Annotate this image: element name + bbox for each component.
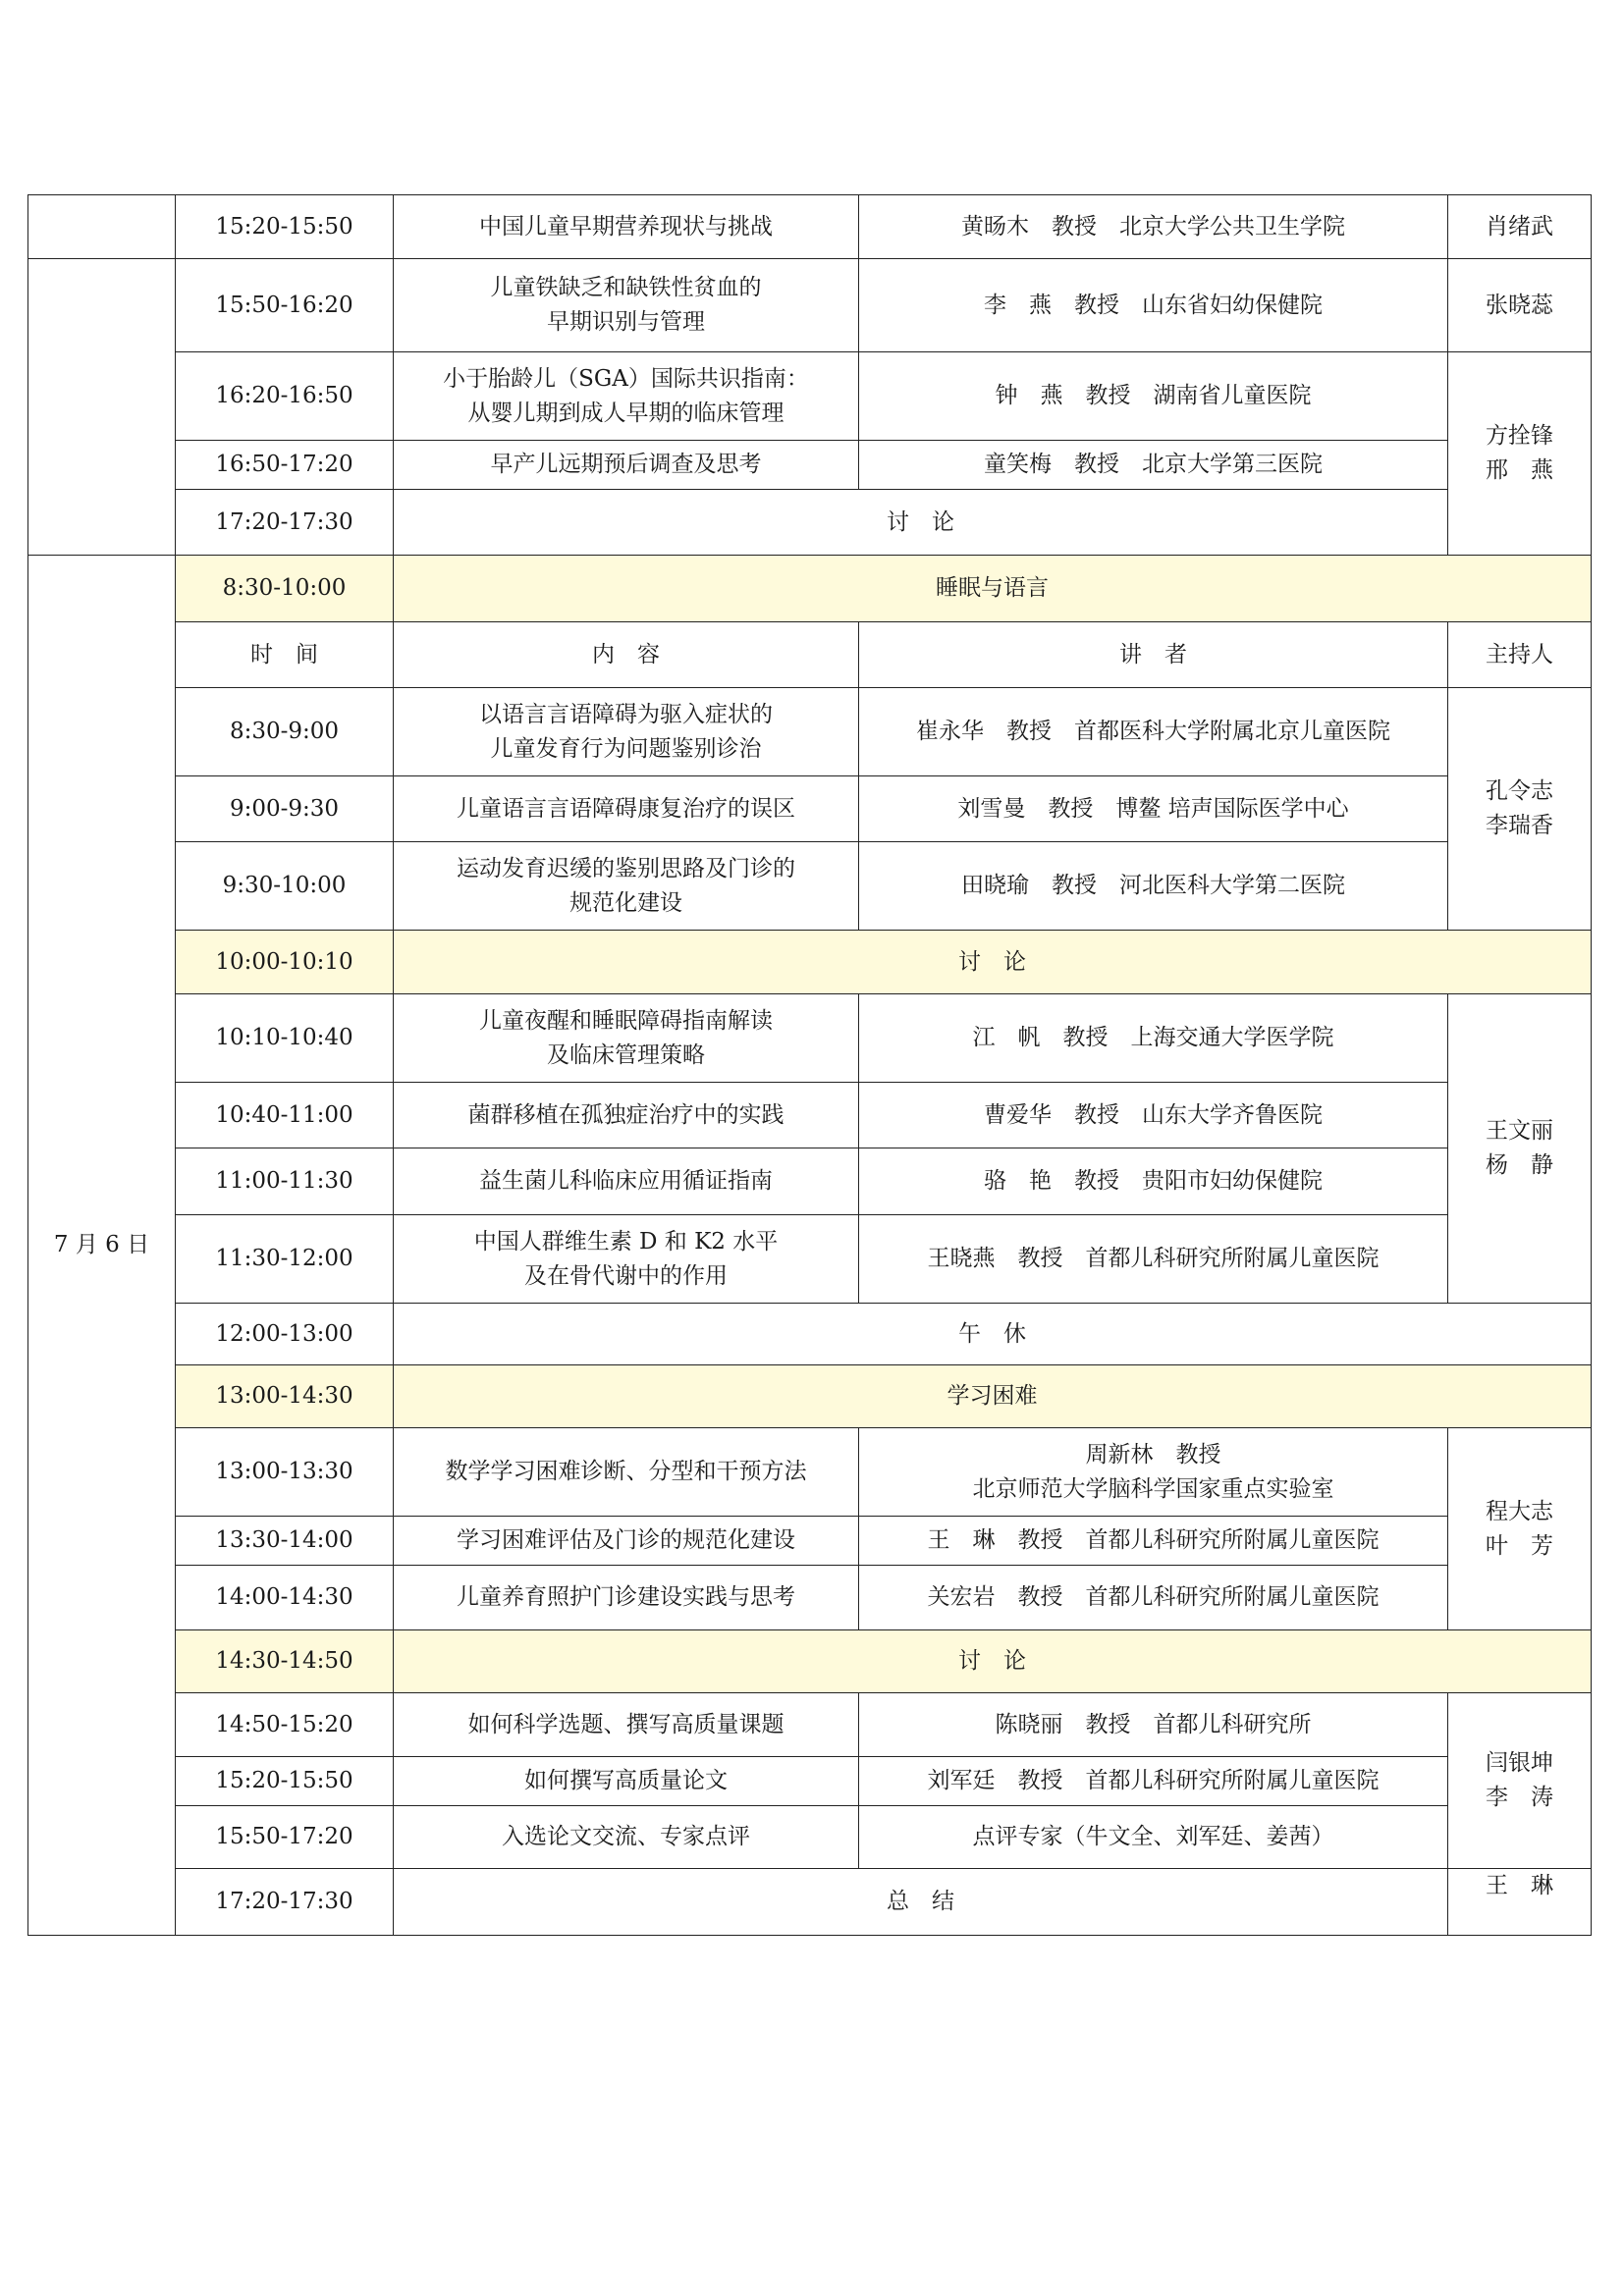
table-row — [28, 259, 1592, 352]
speaker-cell: 田晓瑜 教授 河北医科大学第二医院 — [859, 842, 1448, 931]
content-cell: 菌群移植在孤独症治疗中的实践 — [394, 1083, 859, 1148]
content-line-1: 儿童夜醒和睡眠障碍指南解读 — [479, 1007, 773, 1034]
content-cell: 学习困难评估及门诊的规范化建设 — [394, 1517, 859, 1566]
speaker-cell — [859, 1428, 1448, 1517]
session-label: 讨 论 — [394, 1630, 1592, 1693]
speaker-line-1: 周新林 教授 — [1085, 1441, 1221, 1468]
content-cell: 儿童语言言语障碍康复治疗的误区 — [394, 776, 859, 842]
session-label: 讨 论 — [394, 490, 1448, 556]
host-line-2: 李 涛 — [1486, 1785, 1553, 1810]
content-line-1: 儿童铁缺乏和缺铁性贫血的 — [490, 275, 762, 300]
host-cell: 张晓蕊 — [1448, 259, 1592, 352]
header-time: 时 间 — [176, 622, 394, 688]
content-cell: 儿童养育照护门诊建设实践与思考 — [394, 1566, 859, 1630]
host-line-1: 程大志 — [1486, 1498, 1553, 1524]
content-cell — [394, 842, 859, 931]
table-row — [28, 842, 1592, 931]
content-cell: 如何撰写高质量论文 — [394, 1757, 859, 1806]
date-cell-prev-day — [28, 259, 176, 556]
content-line-1: 以语言言语障碍为驱入症状的 — [479, 701, 773, 727]
host-line-2: 叶 芳 — [1486, 1532, 1553, 1559]
content-line-1: 运动发育迟缓的鉴别思路及门诊的 — [457, 855, 795, 881]
time-cell: 13:00-14:30 — [176, 1365, 394, 1428]
speaker-cell: 关宏岩 教授 首都儿科研究所附属儿童医院 — [859, 1566, 1448, 1630]
host-cell — [1448, 688, 1592, 931]
table-row — [28, 195, 1592, 259]
time-cell: 16:50-17:20 — [176, 441, 394, 490]
host-line-1: 方拴锋 — [1486, 423, 1553, 449]
table-row — [28, 1148, 1592, 1215]
content-cell: 中国儿童早期营养现状与挑战 — [394, 195, 859, 259]
host-cell — [1448, 1693, 1592, 1869]
time-cell: 17:20-17:30 — [176, 490, 394, 556]
host-cell: 肖绪武 — [1448, 195, 1592, 259]
time-cell: 17:20-17:30 — [176, 1869, 394, 1936]
time-cell: 9:00-9:30 — [176, 776, 394, 842]
header-row — [28, 622, 1592, 688]
content-cell: 入选论文交流、专家点评 — [394, 1806, 859, 1869]
speaker-cell: 黄旸木 教授 北京大学公共卫生学院 — [859, 195, 1448, 259]
host-line-1: 王文丽 — [1486, 1118, 1553, 1144]
table-row — [28, 994, 1592, 1083]
table-row — [28, 1693, 1592, 1757]
speaker-cell: 点评专家（牛文全、刘军廷、姜茜） — [859, 1806, 1448, 1869]
session-header-row — [28, 556, 1592, 622]
time-cell: 11:30-12:00 — [176, 1215, 394, 1304]
speaker-cell: 童笑梅 教授 北京大学第三医院 — [859, 441, 1448, 490]
host-cell — [1448, 994, 1592, 1304]
time-cell: 14:50-15:20 — [176, 1693, 394, 1757]
table-row — [28, 1806, 1592, 1869]
content-cell — [394, 1215, 859, 1304]
speaker-line-2: 北京师范大学脑科学国家重点实验室 — [972, 1475, 1334, 1502]
speaker-cell: 钟 燕 教授 湖南省儿童医院 — [859, 352, 1448, 441]
time-cell: 10:00-10:10 — [176, 931, 394, 994]
content-cell: 早产儿远期预后调查及思考 — [394, 441, 859, 490]
session-header-row — [28, 931, 1592, 994]
session-title: 睡眠与语言 — [394, 556, 1592, 622]
table-row — [28, 1517, 1592, 1566]
time-cell: 12:00-13:00 — [176, 1304, 394, 1365]
content-cell — [394, 352, 859, 441]
content-cell — [394, 994, 859, 1083]
content-line-2: 及临床管理策略 — [547, 1041, 705, 1068]
content-cell: 益生菌儿科临床应用循证指南 — [394, 1148, 859, 1215]
content-cell: 数学学习困难诊断、分型和干预方法 — [394, 1428, 859, 1517]
content-cell — [394, 259, 859, 352]
table-row — [28, 1304, 1592, 1365]
speaker-cell: 江 帆 教授 上海交通大学医学院 — [859, 994, 1448, 1083]
time-cell: 8:30-10:00 — [176, 556, 394, 622]
time-cell: 15:20-15:50 — [176, 1757, 394, 1806]
content-line-2: 及在骨代谢中的作用 — [524, 1262, 728, 1289]
host-cell — [1448, 1428, 1592, 1630]
speaker-cell: 崔永华 教授 首都医科大学附属北京儿童医院 — [859, 688, 1448, 776]
host-line-2: 邢 燕 — [1486, 457, 1553, 483]
time-cell: 9:30-10:00 — [176, 842, 394, 931]
time-cell: 10:40-11:00 — [176, 1083, 394, 1148]
time-cell: 16:20-16:50 — [176, 352, 394, 441]
table-row — [28, 688, 1592, 776]
content-line-2: 从婴儿期到成人早期的临床管理 — [467, 400, 785, 426]
content-line-1: 中国人群维生素 D 和 K2 水平 — [473, 1228, 779, 1255]
table-row — [28, 1083, 1592, 1148]
header-host: 主持人 — [1448, 622, 1592, 688]
time-cell: 10:10-10:40 — [176, 994, 394, 1083]
content-line-2: 规范化建设 — [569, 889, 682, 916]
host-cell: 王 琳 — [1448, 1869, 1592, 1936]
header-content: 内 容 — [394, 622, 859, 688]
table-row — [28, 1428, 1592, 1517]
header-speaker: 讲 者 — [859, 622, 1448, 688]
speaker-cell: 刘军廷 教授 首都儿科研究所附属儿童医院 — [859, 1757, 1448, 1806]
table-row — [28, 1757, 1592, 1806]
table-row — [28, 776, 1592, 842]
time-cell: 13:00-13:30 — [176, 1428, 394, 1517]
session-label: 午 休 — [394, 1304, 1592, 1365]
session-header-row — [28, 1365, 1592, 1428]
speaker-cell: 王 琳 教授 首都儿科研究所附属儿童医院 — [859, 1517, 1448, 1566]
time-cell: 14:30-14:50 — [176, 1630, 394, 1693]
speaker-cell: 刘雪曼 教授 博鳌 培声国际医学中心 — [859, 776, 1448, 842]
table-row — [28, 441, 1592, 490]
table-row — [28, 490, 1592, 556]
session-header-row — [28, 1630, 1592, 1693]
time-cell: 15:50-17:20 — [176, 1806, 394, 1869]
host-cell — [1448, 352, 1592, 556]
schedule-table — [27, 194, 1592, 1936]
table-row — [28, 1566, 1592, 1630]
table-row — [28, 1869, 1592, 1936]
host-line-1: 闫银坤 — [1486, 1750, 1553, 1776]
session-label: 总 结 — [394, 1869, 1448, 1936]
speaker-cell: 王晓燕 教授 首都儿科研究所附属儿童医院 — [859, 1215, 1448, 1304]
time-cell: 8:30-9:00 — [176, 688, 394, 776]
host-line-2: 李瑞香 — [1486, 813, 1553, 838]
content-cell: 如何科学选题、撰写高质量课题 — [394, 1693, 859, 1757]
content-line-2: 儿童发育行为问题鉴别诊治 — [490, 735, 762, 762]
table-row — [28, 1215, 1592, 1304]
speaker-cell: 陈晓丽 教授 首都儿科研究所 — [859, 1693, 1448, 1757]
time-cell: 15:20-15:50 — [176, 195, 394, 259]
speaker-cell: 李 燕 教授 山东省妇幼保健院 — [859, 259, 1448, 352]
time-cell: 14:00-14:30 — [176, 1566, 394, 1630]
speaker-cell: 曹爱华 教授 山东大学齐鲁医院 — [859, 1083, 1448, 1148]
host-line-1: 孔令志 — [1486, 778, 1553, 804]
speaker-cell: 骆 艳 教授 贵阳市妇幼保健院 — [859, 1148, 1448, 1215]
date-cell: 7 月 6 日 — [28, 556, 176, 1936]
date-cell-prev — [28, 195, 176, 259]
time-cell: 13:30-14:00 — [176, 1517, 394, 1566]
table-row — [28, 352, 1592, 441]
session-label: 讨 论 — [394, 931, 1592, 994]
content-cell — [394, 688, 859, 776]
host-line-2: 杨 静 — [1486, 1152, 1553, 1178]
session-title: 学习困难 — [394, 1365, 1592, 1428]
time-cell: 15:50-16:20 — [176, 259, 394, 352]
time-cell: 11:00-11:30 — [176, 1148, 394, 1215]
content-line-2: 早期识别与管理 — [547, 309, 705, 335]
content-line-1: 小于胎龄儿（SGA）国际共识指南： — [443, 365, 809, 392]
